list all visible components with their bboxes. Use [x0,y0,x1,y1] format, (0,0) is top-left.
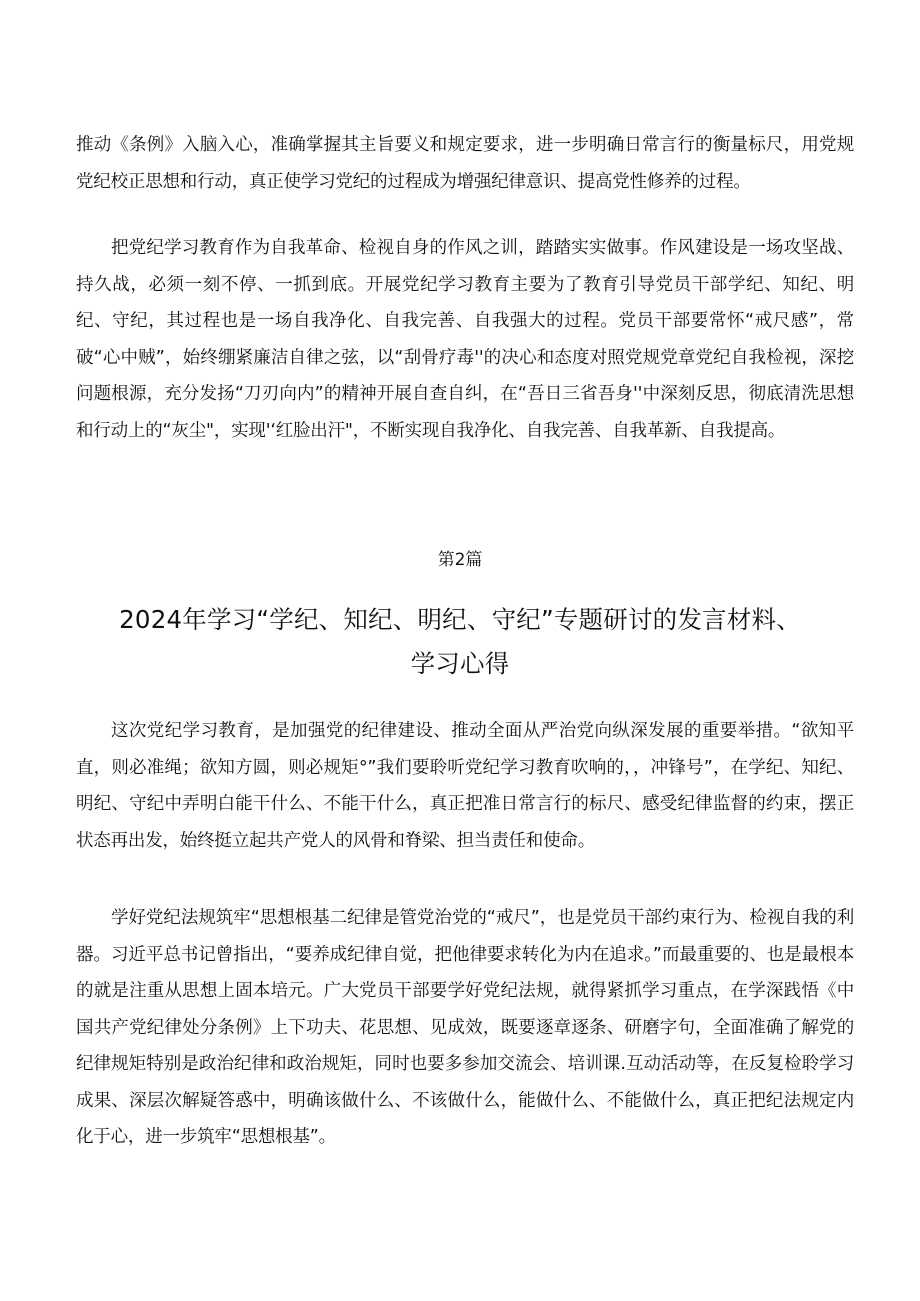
body-paragraph-2: 把党纪学习教育作为自我革命、检视自身的作风之训，踏踏实实做事。作风建设是一场攻坚战、持久战，必须一刻不停、一抓到底。开展党纪学习教育主要为了教育引导党员干部学纪、知纪、明纪、守纪，其过程也是一场自我净化、自我完善、自我强大的过程。党员干部要常怀“戒尺感”，常破“心中贼”，始终绷紧廉洁自律之弦，以“刮骨疗毒''的决心和态度对照党规党章党纪自我检视，深挖问题根源，充分发扬“刀刃向内”的精神开展自查自纠，在“吾日三省吾身''中深刻反思，彻底清洗思想和行动上的“灰尘"，实现'‘红脸出汗"，不断实现自我净化、自我完善、自我革新、自我提高。 [76,238,854,441]
body-paragraph-3: 这次党纪学习教育，是加强党的纪律建设、推动全面从严治党向纵深发展的重要举措。“欲知平直，则必准绳；欲知方圆，则必规矩°”我们要聆听党纪学习教育吹响的，，冲锋号”，在学纪、知纪、明纪、守纪中弄明白能干什么、不能干什么，真正把准日常言行的标尺、感受纪律监督的约束，摆正状态再出发，始终挺立起共产党人的风骨和脊梁、担当责任和使命。 [76,721,854,851]
body-paragraph-1: 推动《条例》入脑入心，准确掌握其主旨要义和规定要求，进一步明确日常言行的衡量标尺，用党规党纪校正思想和行动，真正使学习党纪的过程成为增强纪律意识、提高党性修养的过程。 [76,135,854,192]
document-title: 2024年学习“学纪、知纪、明纪、守纪”专题研讨的发言材料、学习心得 [119,605,801,678]
section-label: 第2篇 [437,550,483,570]
body-paragraph-4: 学好党纪法规筑牢“思想根基二纪律是管党治党的“戒尺”，也是党员干部约束行为、检视自我的利器。习近平总书记曾指出，“要养成纪律自觉，把他律要求转化为内在追求。”而最重要的、也是最根本的就是注重从思想上固本培元。广大党员干部要学好党纪法规，就得紧抓学习重点，在学深践悟《中国共产党纪律处分条例》上下功夫、花思想、见成效，既要逐章逐条、研磨字句，全面准确了解党的纪律规矩特别是政治纪律和政治规矩，同时也要多参加交流会、培训课.互动活动等，在反复检聆学习成果、深层次解疑答惑中，明确该做什么、不该做什么，能做什么、不能做什么，真正把纪法规定内化于心，进一步筑牢“思想根基”。 [76,908,854,1147]
